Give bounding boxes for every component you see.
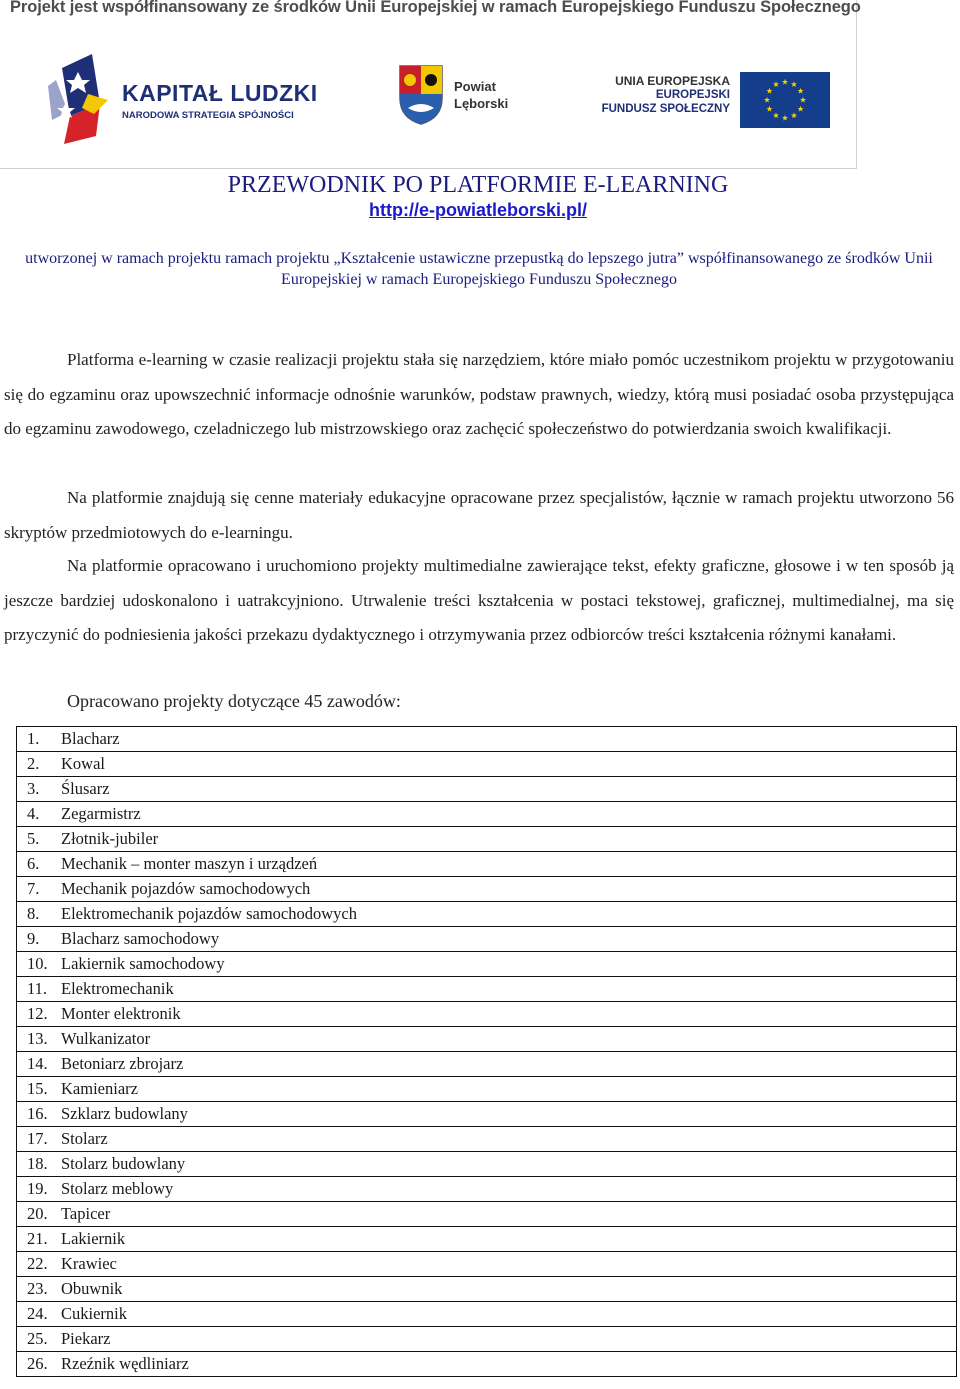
profession-name: Blacharz: [61, 729, 120, 748]
table-row: [17, 1077, 957, 1102]
powiat-label: [454, 78, 508, 112]
table-row: [17, 1277, 957, 1302]
profession-number: 5.: [27, 829, 40, 848]
profession-name: Krawiec: [61, 1254, 117, 1273]
profession-cell: [17, 1152, 957, 1177]
profession-number: 25.: [27, 1329, 48, 1348]
table-row: [17, 777, 957, 802]
profession-name: Zegarmistrz: [61, 804, 141, 823]
profession-number: 22.: [27, 1254, 48, 1273]
table-row: [17, 877, 957, 902]
profession-name: Mechanik pojazdów samochodowych: [61, 879, 311, 898]
profession-number: 6.: [27, 854, 40, 873]
profession-cell: [17, 1002, 957, 1027]
profession-number: 24.: [27, 1304, 48, 1323]
eu-fund-logo: [601, 72, 830, 128]
profession-number: 18.: [27, 1154, 48, 1173]
profession-cell: [17, 1127, 957, 1152]
platform-link[interactable]: http://e-powiatleborski.pl/: [368, 200, 587, 220]
table-row: [17, 977, 957, 1002]
profession-number: 14.: [27, 1054, 48, 1073]
profession-cell: [17, 852, 957, 877]
profession-cell: [17, 1352, 957, 1377]
profession-number: 1.: [27, 729, 40, 748]
profession-cell: [17, 877, 957, 902]
eu-line3: FUNDUSZ SPOŁECZNY: [601, 103, 730, 115]
table-row: [17, 827, 957, 852]
table-row: [17, 1252, 957, 1277]
profession-name: Blacharz samochodowy: [61, 929, 220, 948]
paragraph-multimedia: Na platformie opracowano i uruchomiono projekty multimedialne zawierające tekst, efekty graficzne, głosowe i w ten sposób ją jeszcze bardziej udoskonalono i uatrakcyjniono. Utrwalenie treści kształcenia w postaci tekstowej, graficznej, multimedialnej, ma się przyczynić do podniesienia jakości przekazu dydaktycznego i otrzymywania przez odbiorców treści kształcenia różnymi kanałami.: [4, 556, 954, 644]
profession-number: 26.: [27, 1354, 48, 1373]
profession-cell: [17, 1252, 957, 1277]
profession-name: Kowal: [61, 754, 105, 773]
profession-name: Piekarz: [61, 1329, 111, 1348]
profession-cell: [17, 1302, 957, 1327]
kapital-ludzki-subtitle: NARODOWA STRATEGIA SPÓJNOŚCI: [122, 110, 294, 121]
profession-name: Elektromechanik: [61, 979, 174, 998]
table-row: [17, 1302, 957, 1327]
table-row: [17, 1002, 957, 1027]
profession-name: Ślusarz: [61, 779, 110, 798]
powiat-coat-of-arms-icon: [398, 64, 444, 126]
kapital-ludzki-title: KAPITAŁ LUDZKI: [122, 80, 318, 106]
profession-number: 19.: [27, 1179, 48, 1198]
profession-cell: [17, 1102, 957, 1127]
table-row: [17, 1202, 957, 1227]
profession-name: Szklarz budowlany: [61, 1104, 188, 1123]
table-row: [17, 1052, 957, 1077]
table-row: [17, 1152, 957, 1177]
profession-number: 4.: [27, 804, 40, 823]
profession-number: 9.: [27, 929, 40, 948]
profession-number: 10.: [27, 954, 48, 973]
profession-cell: [17, 777, 957, 802]
profession-cell: [17, 977, 957, 1002]
table-row: [17, 852, 957, 877]
profession-name: Betoniarz zbrojarz: [61, 1054, 184, 1073]
profession-name: Stolarz budowlany: [61, 1154, 186, 1173]
profession-number: 7.: [27, 879, 40, 898]
profession-number: 15.: [27, 1079, 48, 1098]
profession-number: 21.: [27, 1229, 48, 1248]
profession-name: Lakiernik: [61, 1229, 126, 1248]
table-row: [17, 752, 957, 777]
table-row: [17, 927, 957, 952]
eu-flag-icon: [740, 72, 830, 128]
profession-cell: [17, 1027, 957, 1052]
eu-label: [602, 74, 730, 116]
table-row: [17, 1327, 957, 1352]
profession-number: 17.: [27, 1129, 48, 1148]
kapital-ludzki-logo: [48, 50, 338, 150]
profession-name: Stolarz: [61, 1129, 108, 1148]
eu-line1: UNIA EUROPEJSKA: [615, 74, 730, 88]
profession-number: 12.: [27, 1004, 48, 1023]
profession-number: 16.: [27, 1104, 48, 1123]
profession-cell: [17, 1077, 957, 1102]
powiat-line2: Lęborski: [454, 96, 509, 111]
profession-number: 8.: [27, 904, 40, 923]
profession-name: Rzeźnik wędliniarz: [61, 1354, 189, 1373]
profession-cell: [17, 927, 957, 952]
profession-number: 3.: [27, 779, 40, 798]
header-banner: [0, 0, 861, 169]
eu-line2: EUROPEJSKI: [655, 89, 730, 101]
profession-name: Tapicer: [61, 1204, 111, 1223]
profession-cell: [17, 1177, 957, 1202]
profession-name: Cukiernik: [61, 1304, 127, 1323]
table-row: [17, 902, 957, 927]
profession-name: Wulkanizator: [61, 1029, 151, 1048]
table-row: [17, 1102, 957, 1127]
profession-name: Mechanik – monter maszyn i urządzeń: [61, 854, 318, 873]
profession-cell: [17, 752, 957, 777]
document-title: PRZEWODNIK PO PLATFORMIE E-LEARNING: [227, 172, 729, 198]
profession-number: 2.: [27, 754, 40, 773]
profession-name: Monter elektronik: [61, 1004, 181, 1023]
professions-heading: Opracowano projekty dotyczące 45 zawodów:: [67, 691, 401, 711]
profession-cell: [17, 1277, 957, 1302]
profession-name: Kamieniarz: [61, 1079, 138, 1098]
profession-number: 20.: [27, 1204, 48, 1223]
table-row: [17, 952, 957, 977]
profession-number: 11.: [27, 979, 48, 998]
cofinancing-statement: Projekt jest współfinansowany ze środków Unii Europejskiej w ramach Europejskiego Funduszu Społecznego: [10, 0, 861, 16]
table-row: [17, 1227, 957, 1252]
profession-cell: [17, 952, 957, 977]
profession-name: Stolarz meblowy: [61, 1179, 174, 1198]
profession-name: Lakiernik samochodowy: [61, 954, 225, 973]
profession-cell: [17, 902, 957, 927]
profession-name: Obuwnik: [61, 1279, 123, 1298]
profession-cell: [17, 802, 957, 827]
profession-cell: [17, 727, 957, 752]
table-row: [17, 1027, 957, 1052]
table-row: [17, 802, 957, 827]
profession-name: Elektromechanik pojazdów samochodowych: [61, 904, 357, 923]
profession-number: 23.: [27, 1279, 48, 1298]
table-row: [17, 727, 957, 752]
professions-table: [16, 726, 957, 1377]
intro-text: utworzonej w ramach projektu ramach projektu „Kształcenie ustawiczne przepustką do lepszego jutra” współfinansowanego ze środków Unii Europejskiej w ramach Europejskiego Funduszu Społecznego: [25, 250, 933, 288]
profession-name: Złotnik-jubiler: [61, 829, 159, 848]
profession-cell: [17, 1227, 957, 1252]
paragraph-platform: Platforma e-learning w czasie realizacji projektu stała się narzędziem, które miało pomóc uczestnikom projektu w przygotowaniu się do egzaminu oraz upowszechnić informacje odnośnie warunków, podstaw prawnych, wiedzy, którą musi posiadać osoba przystępująca do egzaminu zawodowego, czeladniczego lub mistrzowskiego oraz zachęcić społeczeństwo do potwierdzania swoich kwalifikacji.: [4, 350, 954, 438]
profession-cell: [17, 1327, 957, 1352]
profession-cell: [17, 827, 957, 852]
profession-number: 13.: [27, 1029, 48, 1048]
table-row: [17, 1127, 957, 1152]
powiat-leborski-logo: [398, 64, 528, 134]
table-row: [17, 1352, 957, 1377]
kapital-ludzki-emblem-icon: [48, 50, 118, 150]
profession-cell: [17, 1052, 957, 1077]
table-row: [17, 1177, 957, 1202]
profession-cell: [17, 1202, 957, 1227]
paragraph-materials: Na platformie znajdują się cenne materiały edukacyjne opracowane przez specjalistów, łącznie w ramach projektu utworzono 56 skryptów przedmiotowych do e-learningu.: [4, 488, 954, 542]
powiat-line1: Powiat: [454, 79, 496, 94]
